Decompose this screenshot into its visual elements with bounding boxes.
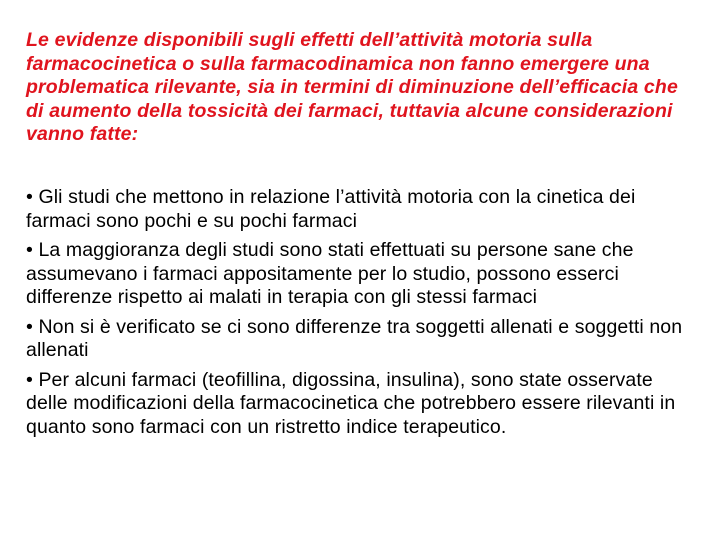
intro-paragraph: Le evidenze disponibili sugli effetti dell’attività motoria sulla farmacocinetica o sulla farmacodinamica non fanno emergere una problematica rilevante, sia in termini di diminuzione dell’efficacia che di aumento della tossicità dei farmaci, tuttavia alcune considerazioni vanno fatte: xyxy=(26,29,678,145)
bullet-item: • La maggioranza degli studi sono stati effettuati su persone sane che assumevano i farmaci appositamente per lo studio, possono esserci differenze rispetto ai malati in terapia con gli stessi farmaci xyxy=(26,239,634,308)
bullet-item: • Gli studi che mettono in relazione l’attività motoria con la cinetica dei farmaci sono pochi e su pochi farmaci xyxy=(26,186,636,232)
bullet-list xyxy=(26,186,696,445)
bullet-item: • Non si è verificato se ci sono differenze tra soggetti allenati e soggetti non allenati xyxy=(26,315,683,361)
bullet-item: • Per alcuni farmaci (teofillina, digossina, insulina), sono state osservate delle modificazioni della farmacocinetica che potrebbero essere rilevanti in quanto sono farmaci con un ristretto indice terapeutico. xyxy=(26,368,676,438)
